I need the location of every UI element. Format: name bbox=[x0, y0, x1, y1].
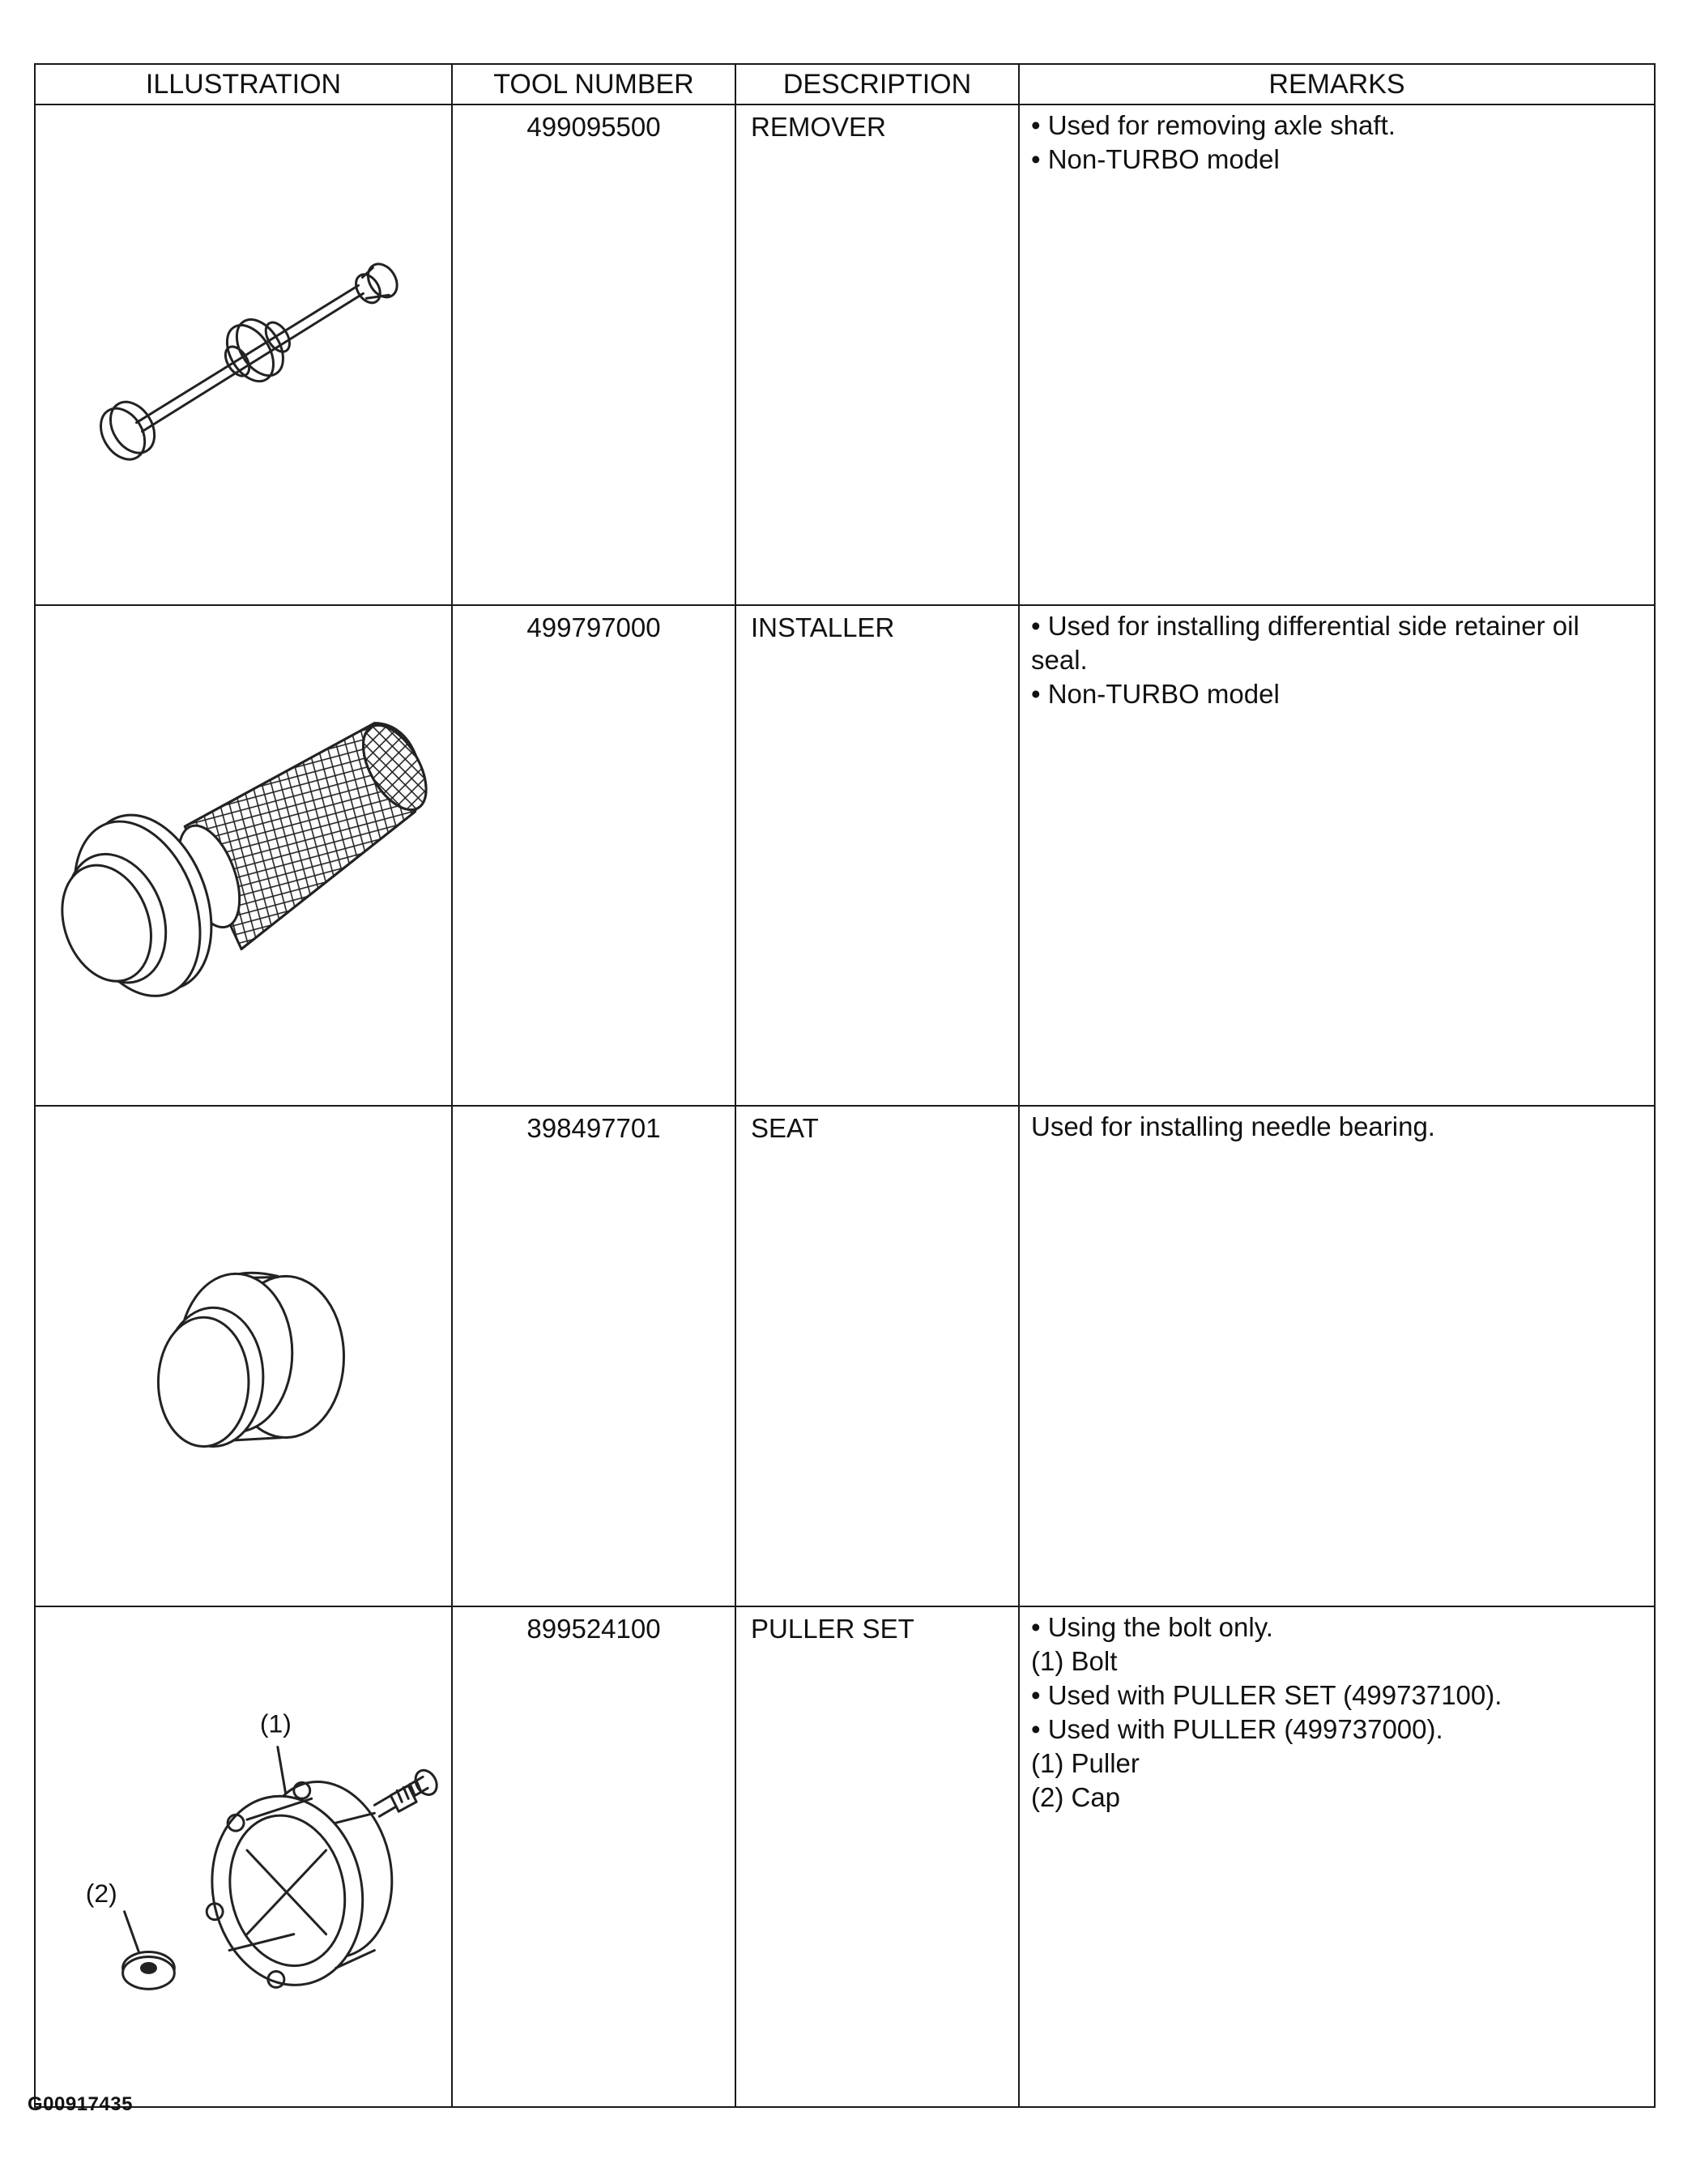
remark-line: (1) Bolt bbox=[1031, 1646, 1118, 1676]
remark-line: • Non-TURBO model bbox=[1031, 144, 1280, 174]
axle-shaft-remover-icon bbox=[36, 105, 451, 604]
tool-remarks bbox=[1019, 605, 1655, 1106]
remark-line: (1) Puller bbox=[1031, 1748, 1140, 1778]
tool-description: INSTALLER bbox=[735, 605, 1019, 1106]
oil-seal-installer-icon bbox=[36, 606, 451, 1105]
tool-number: 499095500 bbox=[452, 105, 735, 605]
tool-description: SEAT bbox=[735, 1106, 1019, 1606]
table-row bbox=[35, 105, 1655, 605]
table-row bbox=[35, 1606, 1655, 2107]
tool-remarks bbox=[1019, 105, 1655, 605]
illustration-cell bbox=[35, 1106, 452, 1606]
remark-line: • Using the bolt only. bbox=[1031, 1612, 1273, 1642]
table-header-row bbox=[35, 64, 1655, 105]
tool-number: 499797000 bbox=[452, 605, 735, 1106]
header-tool-number: TOOL NUMBER bbox=[452, 64, 735, 105]
tool-remarks bbox=[1019, 1606, 1655, 2107]
remark-line: Used for installing needle bearing. bbox=[1031, 1111, 1435, 1141]
callout-label-2: (2) bbox=[85, 1878, 117, 1908]
callout-label-1: (1) bbox=[259, 1708, 292, 1738]
remark-line: • Used with PULLER SET (499737100). bbox=[1031, 1680, 1502, 1710]
remark-line: (2) Cap bbox=[1031, 1782, 1121, 1812]
remark-line: • Non-TURBO model bbox=[1031, 679, 1280, 709]
remark-line: • Used for installing differential side retainer oil seal. bbox=[1031, 611, 1579, 675]
tool-description: REMOVER bbox=[735, 105, 1019, 605]
remark-line: • Used with PULLER (499737000). bbox=[1031, 1714, 1443, 1744]
header-illustration: ILLUSTRATION bbox=[35, 64, 452, 105]
special-tools-sheet bbox=[34, 63, 1656, 2084]
table-row bbox=[35, 1106, 1655, 1606]
remark-line: • Used for removing axle shaft. bbox=[1031, 110, 1396, 140]
bearing-seat-icon bbox=[36, 1107, 451, 1606]
tool-number: 899524100 bbox=[452, 1606, 735, 2107]
tool-number: 398497701 bbox=[452, 1106, 735, 1606]
header-description: DESCRIPTION bbox=[735, 64, 1019, 105]
header-remarks: REMARKS bbox=[1019, 64, 1655, 105]
special-tools-table bbox=[34, 63, 1656, 2108]
figure-code: G00917435 bbox=[28, 2093, 133, 2115]
illustration-cell bbox=[35, 1606, 452, 2107]
puller-set-icon bbox=[36, 1607, 451, 2106]
illustration-cell bbox=[35, 105, 452, 605]
table-row bbox=[35, 605, 1655, 1106]
tool-description: PULLER SET bbox=[735, 1606, 1019, 2107]
illustration-cell bbox=[35, 605, 452, 1106]
tool-remarks bbox=[1019, 1106, 1655, 1606]
